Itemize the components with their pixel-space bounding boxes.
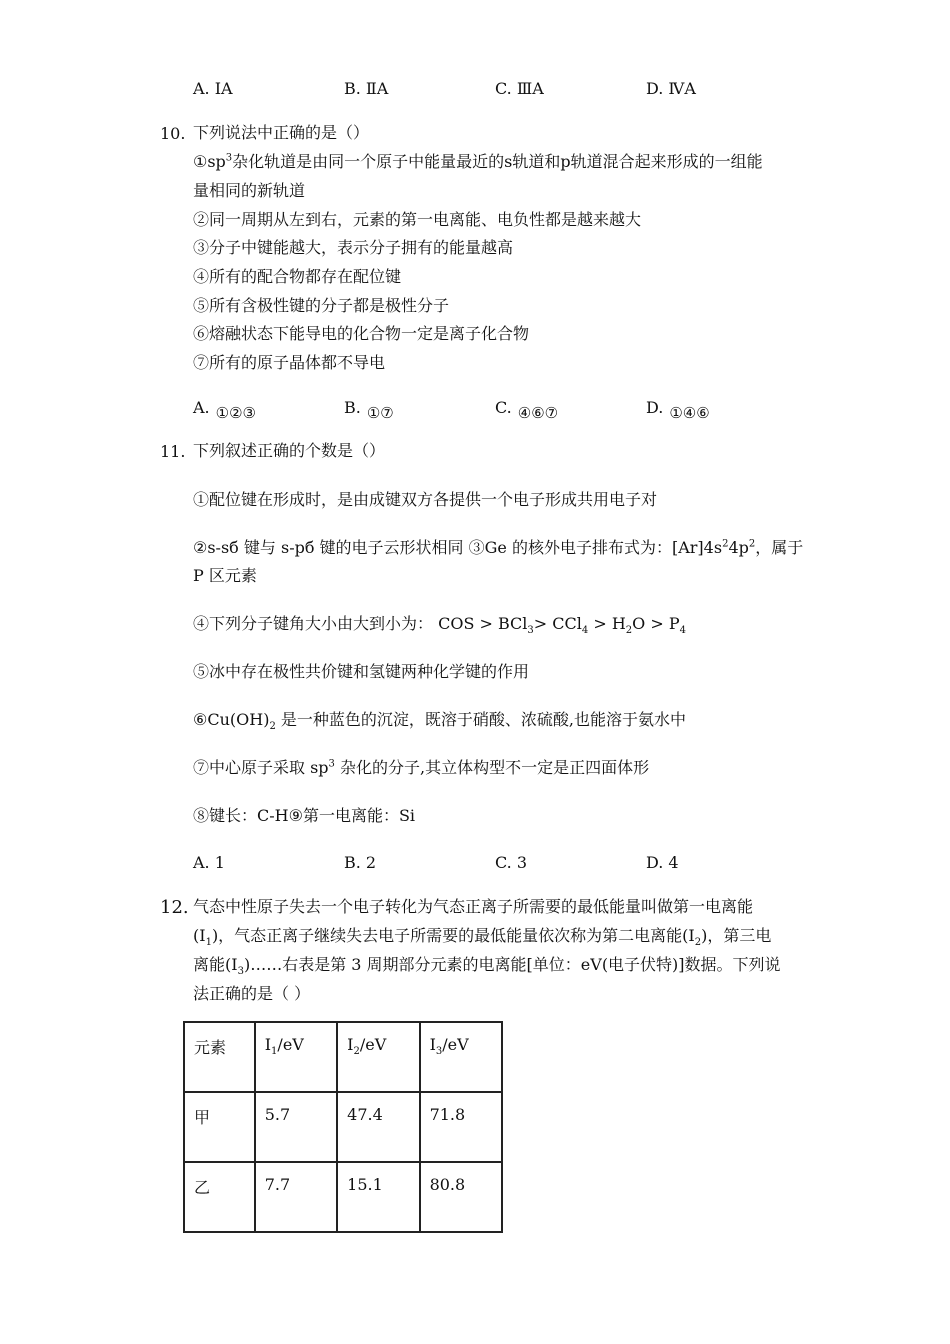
option-letter: C. bbox=[495, 398, 512, 417]
table-cell: 47.4 bbox=[337, 1092, 419, 1162]
statement-5: ⑤所有含极性键的分子都是极性分子 bbox=[193, 296, 450, 315]
text: )……右表是第 3 周期部分元素的电离能[单位：eV(电子伏特)]数据。下列说 bbox=[243, 955, 781, 974]
statement-8-9: ⑧键长：C-H⑨第一电离能：Si bbox=[193, 806, 416, 825]
header-text: I bbox=[429, 1035, 436, 1054]
option-value: ①②③ bbox=[215, 404, 256, 422]
statement-6: ⑥熔融状态下能导电的化合物一定是离子化合物 bbox=[193, 324, 530, 343]
option-value: ④⑥⑦ bbox=[517, 404, 559, 422]
text: )，气态正离子继续失去电子所需要的最低能量依次称为第二电离能(I bbox=[211, 926, 695, 945]
statement-6 bbox=[193, 710, 687, 733]
ionization-energy-table bbox=[183, 1021, 503, 1233]
subscript: 3 bbox=[237, 966, 244, 978]
statement-text: ，属于 bbox=[755, 538, 804, 557]
table-cell: 7.7 bbox=[255, 1162, 337, 1232]
statement-7 bbox=[193, 758, 649, 778]
statement-3: ③分子中键能越大，表示分子拥有的能量越高 bbox=[193, 238, 514, 257]
superscript: 3 bbox=[328, 758, 335, 770]
statement-5: ⑤冰中存在极性共价键和氢键两种化学键的作用 bbox=[193, 662, 530, 681]
subscript: 1 bbox=[205, 937, 212, 949]
statement-4: ④所有的配合物都存在配位键 bbox=[193, 267, 402, 286]
option-letter: D. bbox=[646, 398, 664, 417]
subscript: 2 bbox=[625, 625, 633, 637]
q9-option-a[interactable]: A. ⅠA bbox=[193, 79, 233, 98]
q10-option-b[interactable] bbox=[344, 398, 394, 422]
q10-option-a[interactable] bbox=[193, 398, 256, 422]
subscript: 3 bbox=[527, 625, 534, 637]
statement-1: ①配位键在形成时，是由成键双方各提供一个电子形成共用电子对 bbox=[193, 490, 658, 509]
header-cell bbox=[337, 1022, 419, 1092]
question-text-line-1: 气态中性原子失去一个电子转化为气态正离子所需要的最低能量叫做第一电离能 bbox=[193, 897, 754, 916]
table-cell: 80.8 bbox=[420, 1162, 502, 1232]
statement-text: O > P bbox=[632, 614, 680, 633]
q9-option-b[interactable]: B. ⅡA bbox=[344, 79, 389, 98]
header-text: /eV bbox=[277, 1035, 304, 1054]
option-value: ①④⑥ bbox=[669, 404, 710, 422]
text: )，第三电 bbox=[701, 926, 772, 945]
statement-text: ⑦中心原子采取 sp bbox=[193, 758, 329, 777]
statement-text: ⑥Cu(OH) bbox=[193, 710, 270, 729]
header-text: I bbox=[347, 1035, 354, 1054]
header-text: I bbox=[264, 1035, 272, 1054]
table-cell: 15.1 bbox=[337, 1162, 419, 1232]
table-row bbox=[184, 1092, 502, 1162]
header-cell: 元素 bbox=[184, 1022, 255, 1092]
q11-option-b[interactable]: B. 2 bbox=[344, 853, 377, 872]
superscript: 2 bbox=[748, 538, 756, 550]
q10-option-d[interactable] bbox=[646, 398, 710, 422]
option-letter: A. bbox=[193, 398, 210, 417]
question-number: 10. bbox=[160, 124, 186, 143]
table-cell: 71.8 bbox=[420, 1092, 502, 1162]
superscript: 3 bbox=[225, 152, 233, 164]
subscript: 4 bbox=[581, 625, 589, 637]
table-cell: 5.7 bbox=[255, 1092, 337, 1162]
statement-2: ②同一周期从左到右，元素的第一电离能、电负性都是越来越大 bbox=[193, 210, 642, 229]
header-text: /eV bbox=[359, 1035, 387, 1054]
table-row bbox=[184, 1162, 502, 1232]
statement-text: 4p bbox=[728, 538, 749, 557]
question-stem: 下列叙述正确的个数是（） bbox=[193, 441, 386, 460]
question-stem: 下列说法中正确的是（） bbox=[193, 123, 370, 142]
statement-1 bbox=[193, 152, 763, 172]
table-cell: 乙 bbox=[184, 1162, 255, 1232]
option-letter: B. bbox=[344, 398, 361, 417]
question-number: 11. bbox=[160, 442, 186, 461]
statement-7: ⑦所有的原子晶体都不导电 bbox=[193, 353, 386, 372]
statement-text: 杂化轨道是由同一个原子中能量最近的s轨道和p轨道混合起来形成的一组能 bbox=[232, 152, 763, 171]
table-header-row bbox=[184, 1022, 502, 1092]
statement-text: ④下列分子键角大小由大到小为： COS > BCl bbox=[193, 614, 528, 633]
subscript: 2 bbox=[353, 1046, 360, 1058]
superscript: 2 bbox=[722, 538, 729, 550]
statement-text: 杂化的分子,其立体构型不一定是正四面体形 bbox=[334, 758, 650, 777]
question-number: 12. bbox=[160, 897, 189, 918]
q9-option-c[interactable]: C. ⅢA bbox=[495, 79, 544, 98]
statement-3-cont: P 区元素 bbox=[193, 566, 257, 585]
q10-option-c[interactable] bbox=[495, 398, 559, 422]
header-cell bbox=[420, 1022, 502, 1092]
question-text-line-4: 法正确的是（ ） bbox=[193, 984, 311, 1003]
q11-option-a[interactable]: A. 1 bbox=[193, 853, 225, 872]
statement-text: 是一种蓝色的沉淀，既溶于硝酸、浓硫酸,也能溶于氨水中 bbox=[275, 710, 687, 729]
statement-text: > H bbox=[588, 614, 626, 633]
subscript: 2 bbox=[694, 937, 702, 949]
q11-option-c[interactable]: C. 3 bbox=[495, 853, 528, 872]
subscript: 2 bbox=[269, 721, 276, 733]
question-text-line-3 bbox=[193, 955, 781, 978]
option-value: ①⑦ bbox=[366, 404, 394, 422]
statement-text: > CCl bbox=[533, 614, 582, 633]
text: (I bbox=[193, 926, 206, 945]
statement-2-3 bbox=[193, 538, 803, 558]
statement-4 bbox=[193, 614, 686, 637]
subscript: 1 bbox=[271, 1046, 278, 1058]
question-text-line-2 bbox=[193, 926, 772, 949]
table-cell: 甲 bbox=[184, 1092, 255, 1162]
text: 离能(I bbox=[193, 955, 238, 974]
header-text: /eV bbox=[442, 1035, 469, 1054]
statement-1-cont: 量相同的新轨道 bbox=[193, 181, 306, 200]
q9-option-d[interactable]: D. ⅣA bbox=[646, 79, 696, 98]
header-cell bbox=[255, 1022, 337, 1092]
subscript: 3 bbox=[435, 1046, 443, 1058]
q11-option-d[interactable]: D. 4 bbox=[646, 853, 679, 872]
statement-text: ①sp bbox=[193, 152, 226, 171]
subscript: 4 bbox=[679, 625, 686, 637]
statement-text: ②s-sб 键与 s-pб 键的电子云形状相同 ③Ge 的核外电子排布式为：[Ar]4s bbox=[193, 538, 723, 557]
